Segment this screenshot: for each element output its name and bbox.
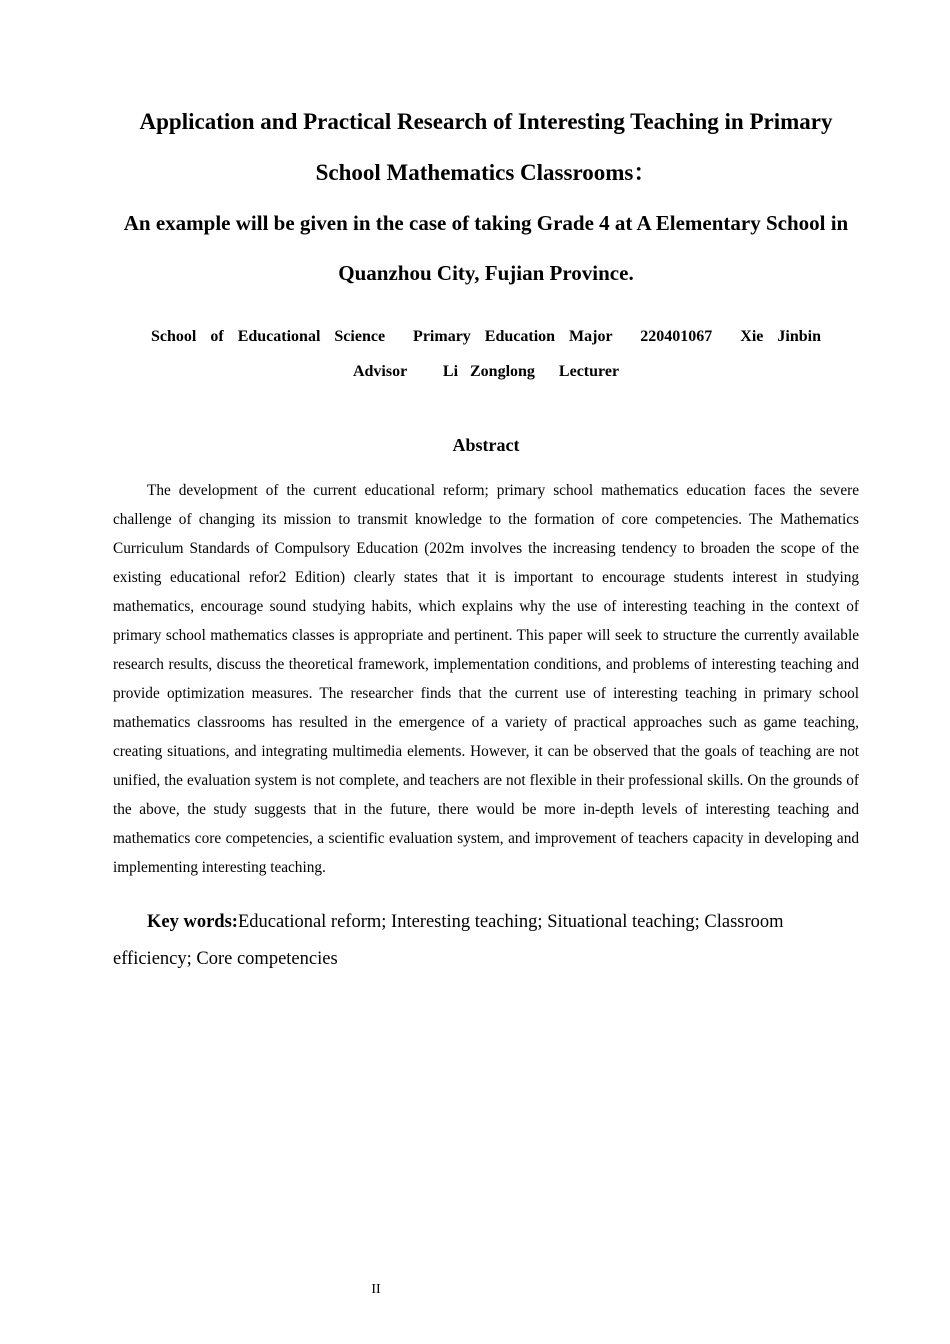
paper-title: Application and Practical Research of Interesting Teaching in Primary School Mathematics Classrooms： bbox=[139, 109, 833, 185]
keywords-paragraph bbox=[113, 904, 859, 978]
keywords-label: Key words: bbox=[147, 912, 238, 932]
paper-subtitle: An example will be given in the case of taking Grade 4 at A Elementary School in Quanzhou City, Fujian Province. bbox=[123, 211, 849, 285]
page-number: II bbox=[371, 1282, 381, 1297]
author-info: School of Educational Science Primary Education Major 220401067 Xie Jinbin bbox=[151, 328, 821, 345]
advisor-info: Advisor Li Zonglong Lecturer bbox=[352, 363, 620, 380]
keywords-list: Educational reform; Interesting teaching; Situational teaching; Classroom efficiency; Core competencies bbox=[113, 912, 784, 969]
abstract-body: The development of the current educational reform; primary school mathematics education faces the severe challenge of changing its mission to transmit knowledge to the formation of core competencies. The Mathematics Curriculum Standards of Compulsory Education (202m involves the increasing tendency to broaden the scope of the existing educational refor2 Edition) clearly states that it is important to encourage students interest in studying mathematics, encourage sound studying habits, which explains why the use of interesting teaching in the context of primary school mathematics classes is appropriate and pertinent. This paper will seek to structure the currently available research results, discuss the theoretical framework, implementation conditions, and problems of interesting teaching and provide optimization measures. The researcher finds that the current use of interesting teaching in primary school mathematics classrooms has resulted in the emergence of a variety of practical approaches such as game teaching, creating situations, and integrating multimedia elements. However, it can be observed that the goals of teaching are not unified, the evaluation system is not complete, and teachers are not flexible in their professional skills. On the grounds of the above, the study suggests that in the future, there would be more in-depth levels of interesting teaching and mathematics core competencies, a scientific evaluation system, and improvement of teachers capacity in developing and implementing interesting teaching. bbox=[113, 482, 859, 876]
abstract-heading: Abstract bbox=[452, 435, 520, 455]
